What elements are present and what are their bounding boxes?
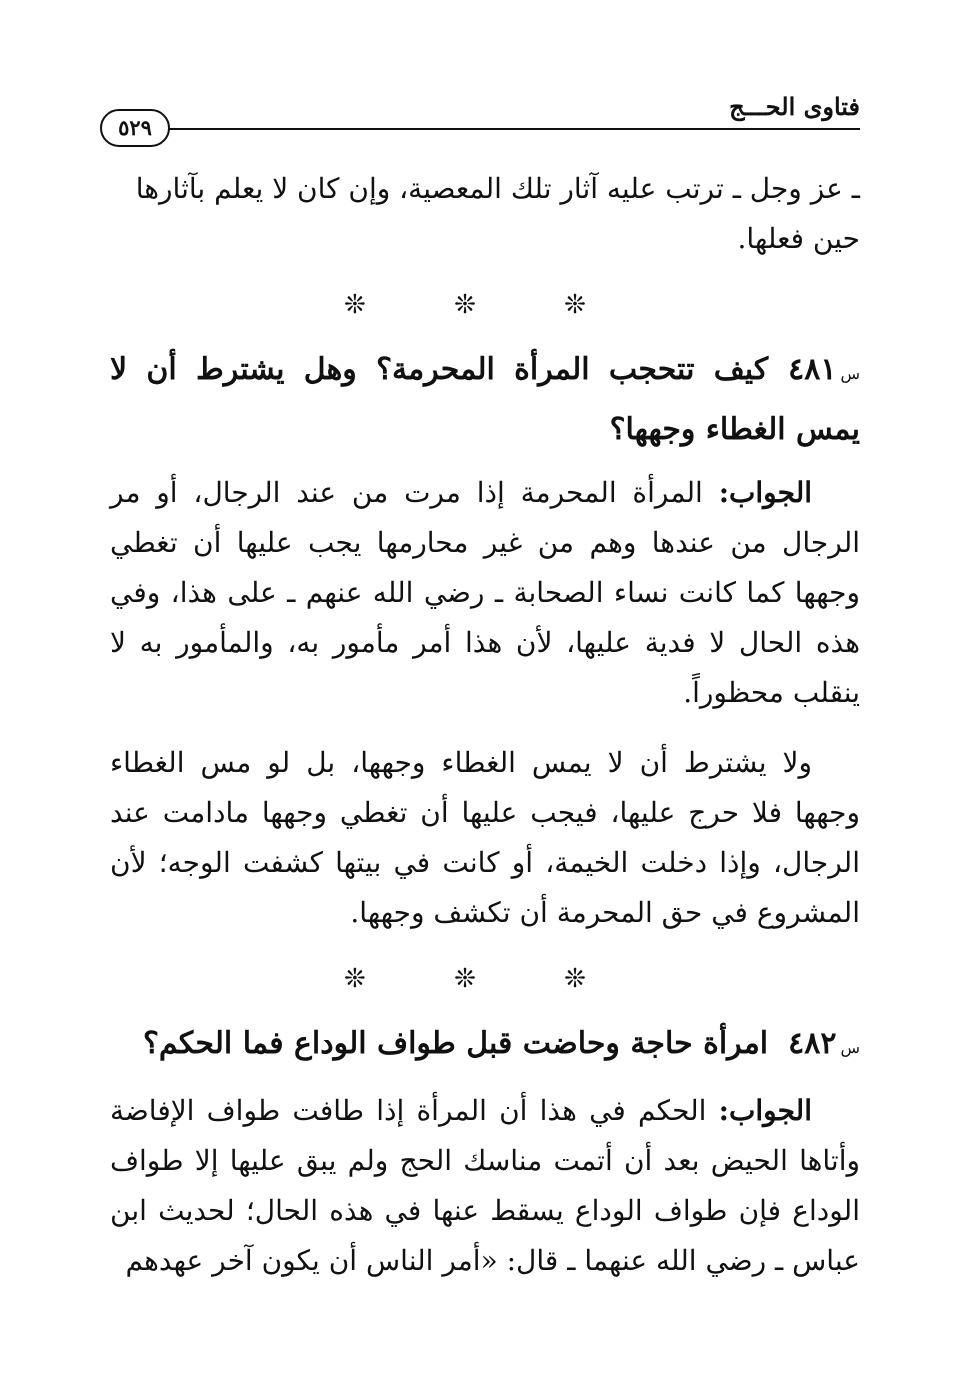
- answer-label: الجواب:: [718, 1094, 812, 1127]
- question-481: [110, 342, 860, 458]
- intro-line-2: حين فعلها.: [737, 222, 860, 255]
- section-separator: ❊ ❊ ❊: [344, 964, 626, 994]
- answer-text: الحكم في هذا أن المرأة إذا طافت طواف الإفاضة وأتاها الحيض بعد أن أتمت مناسك الحج ولم يبق عليها إلا طواف الوداع فإن طواف الوداع يسقط عنها في هذه الحال؛ لحديث ابن عباس ـ رضي الله عنهما ـ قال: «أمر الناس أن يكون آخر عهدهم: [110, 1094, 860, 1277]
- answer-label: الجواب:: [718, 476, 813, 509]
- question-text: امرأة حاجة وحاضت قبل طواف الوداع فما الحكم؟: [142, 1026, 769, 1061]
- question-text: كيف تتحجب المرأة المحرمة؟ وهل يشترط أن لا يمس الغطاء وجهها؟: [110, 352, 860, 447]
- intro-line-1: ـ عز وجل ـ ترتب عليه آثار تلك المعصية، وإن كان لا يعلم بآثارها: [135, 172, 860, 205]
- question-482: [110, 1016, 860, 1076]
- page-number: ٥٢٩: [100, 109, 170, 147]
- answer-482-paragraph-1: [110, 1086, 860, 1286]
- question-marker: س: [840, 1038, 860, 1057]
- question-marker: س: [840, 364, 860, 383]
- answer-481-paragraph-1: [110, 468, 860, 718]
- running-header: [100, 82, 860, 142]
- question-number: ٤٨١: [788, 352, 837, 387]
- answer-text: المرأة المحرمة إذا مرت من عند الرجال، أو مر الرجال من عندها وهم من غير محارمها يجب عليها أن تغطي وجهها كما كانت نساء الصحابة ـ رضي الله عنهم ـ على هذا، وفي هذه الحال لا فدية عليها، لأن هذا أمر مأمور به، والمأمور به لا ينقلب محظوراً.: [110, 476, 860, 709]
- page-body: [110, 164, 860, 1286]
- question-number: ٤٨٢: [788, 1026, 837, 1061]
- answer-481-paragraph-2: ولا يشترط أن لا يمس الغطاء وجهها، بل لو مس الغطاء وجهها فلا حرج عليها، فيجب عليها أن تغطي وجهها مادامت عند الرجال، وإذا دخلت الخيمة، أو كانت في بيتها كشفت الوجه؛ لأن المشروع في حق المحرمة أن تكشف وجهها.: [110, 746, 860, 929]
- intro-paragraph: [110, 164, 860, 264]
- book-title: فتاوى الحـــج: [729, 92, 860, 121]
- section-separator: ❊ ❊ ❊: [344, 290, 626, 320]
- header-rule: [164, 128, 860, 130]
